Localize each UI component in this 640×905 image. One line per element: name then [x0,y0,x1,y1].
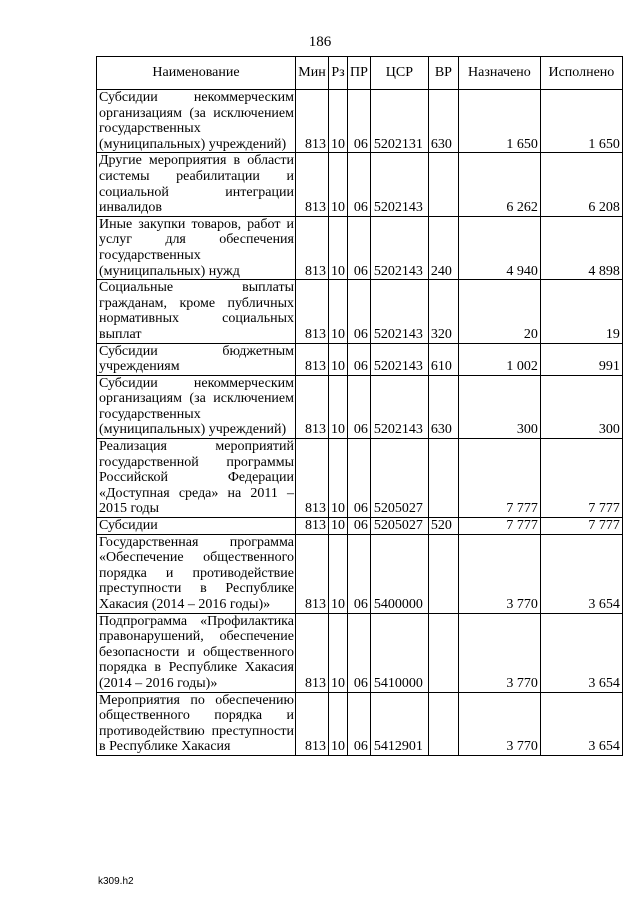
row-pr: 06 [348,153,371,216]
header-min: Мин [296,57,329,90]
row-rz: 10 [329,280,348,343]
row-min: 813 [296,90,329,153]
row-name: Субсидии некоммерческим организациям (за исключением государственных (муниципальных) учреждений) [97,90,296,153]
row-executed: 4 898 [540,216,622,279]
table-row [97,216,623,279]
row-vr [428,613,458,692]
row-assigned: 7 777 [458,439,540,518]
row-rz: 10 [329,343,348,375]
table-row [97,692,623,755]
row-assigned: 300 [458,375,540,438]
row-rz: 10 [329,375,348,438]
row-vr: 630 [428,375,458,438]
row-rz: 10 [329,613,348,692]
budget-table [96,56,623,756]
row-assigned: 20 [458,280,540,343]
row-csr: 5202143 [370,216,428,279]
row-assigned: 7 777 [458,518,540,535]
row-min: 813 [296,692,329,755]
row-vr: 630 [428,90,458,153]
row-min: 813 [296,518,329,535]
row-assigned: 1 002 [458,343,540,375]
table-row [97,343,623,375]
row-min: 813 [296,280,329,343]
row-csr: 5202143 [370,153,428,216]
row-executed: 991 [540,343,622,375]
row-rz: 10 [329,439,348,518]
row-vr: 520 [428,518,458,535]
row-vr [428,439,458,518]
row-pr: 06 [348,90,371,153]
page-number: 186 [308,34,332,50]
row-executed: 7 777 [540,518,622,535]
row-pr: 06 [348,439,371,518]
row-assigned: 3 770 [458,613,540,692]
row-name: Субсидии некоммерческим организациям (за исключением государственных (муниципальных) учреждений) [97,375,296,438]
row-assigned: 6 262 [458,153,540,216]
row-executed: 3 654 [540,613,622,692]
header-assigned: Назначено [458,57,540,90]
table-row [97,613,623,692]
row-csr: 5202131 [370,90,428,153]
row-executed: 6 208 [540,153,622,216]
row-executed: 3 654 [540,692,622,755]
row-vr: 320 [428,280,458,343]
header-pr: ПР [348,57,371,90]
row-min: 813 [296,153,329,216]
row-executed: 19 [540,280,622,343]
row-vr: 240 [428,216,458,279]
row-assigned: 1 650 [458,90,540,153]
row-name: Другие мероприятия в области системы реабилитации и социальной интеграции инвалидов [97,153,296,216]
row-pr: 06 [348,534,371,613]
row-min: 813 [296,375,329,438]
row-executed: 3 654 [540,534,622,613]
header-csr: ЦСР [370,57,428,90]
row-name: Субсидии бюджетным учреждениям [97,343,296,375]
table-row [97,375,623,438]
row-rz: 10 [329,534,348,613]
row-pr: 06 [348,343,371,375]
header-name: Наименование [97,57,296,90]
row-vr [428,153,458,216]
row-pr: 06 [348,692,371,755]
row-pr: 06 [348,613,371,692]
row-name: Реализация мероприятий государственной программы Российской Федерации «Доступная среда» на 2011 – 2015 годы [97,439,296,518]
row-executed: 300 [540,375,622,438]
row-rz: 10 [329,518,348,535]
header-rz: Рз [329,57,348,90]
row-csr: 5205027 [370,518,428,535]
row-min: 813 [296,613,329,692]
header-vr: ВР [428,57,458,90]
row-executed: 1 650 [540,90,622,153]
row-csr: 5410000 [370,613,428,692]
row-csr: 5202143 [370,375,428,438]
row-name: Иные закупки товаров, работ и услуг для обеспечения государственных (муниципальных) нужд [97,216,296,279]
row-csr: 5205027 [370,439,428,518]
row-name: Субсидии [97,518,296,535]
row-pr: 06 [348,280,371,343]
table-row [97,518,623,535]
row-csr: 5202143 [370,343,428,375]
row-csr: 5202143 [370,280,428,343]
row-rz: 10 [329,692,348,755]
table-row [97,153,623,216]
row-pr: 06 [348,216,371,279]
row-rz: 10 [329,216,348,279]
row-min: 813 [296,343,329,375]
table-row [97,90,623,153]
table-row [97,280,623,343]
row-executed: 7 777 [540,439,622,518]
row-csr: 5400000 [370,534,428,613]
header-executed: Исполнено [540,57,622,90]
row-min: 813 [296,439,329,518]
row-min: 813 [296,534,329,613]
row-vr [428,534,458,613]
table-header-row [97,57,623,90]
row-assigned: 3 770 [458,534,540,613]
table-row [97,534,623,613]
row-rz: 10 [329,153,348,216]
row-pr: 06 [348,375,371,438]
footer-code: k309.h2 [98,876,134,887]
row-name: Государственная программа «Обеспечение общественного порядка и противодействие преступности в Республике Хакасия (2014 – 2016 годы)» [97,534,296,613]
row-pr: 06 [348,518,371,535]
row-csr: 5412901 [370,692,428,755]
table-row [97,439,623,518]
row-min: 813 [296,216,329,279]
row-name: Подпрограмма «Профилактика правонарушений, обеспечение безопасности и общественного порядка в Республике Хакасия (2014 – 2016 годы)» [97,613,296,692]
row-assigned: 4 940 [458,216,540,279]
row-assigned: 3 770 [458,692,540,755]
row-name: Социальные выплаты гражданам, кроме публичных нормативных социальных выплат [97,280,296,343]
row-rz: 10 [329,90,348,153]
row-vr [428,692,458,755]
row-name: Мероприятия по обеспечению общественного порядка и противодействию преступности в Республике Хакасия [97,692,296,755]
row-vr: 610 [428,343,458,375]
